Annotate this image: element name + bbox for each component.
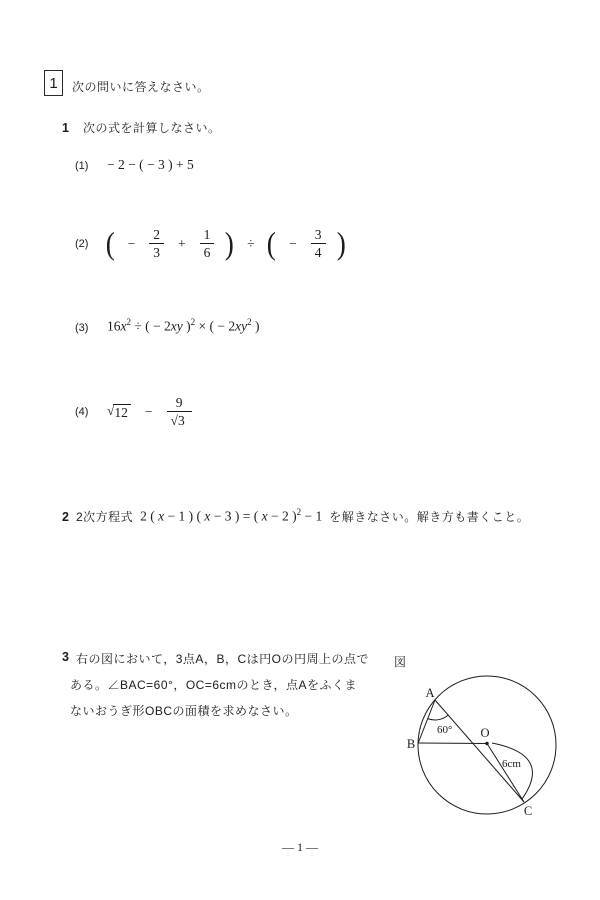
part-1-label: (1) bbox=[75, 160, 89, 172]
divide-sign: ÷ bbox=[134, 318, 142, 334]
minus-sign: − bbox=[144, 404, 153, 419]
point-label-b: B bbox=[406, 737, 416, 751]
open-paren: ( bbox=[105, 225, 115, 262]
fraction-nine-over-sqrt3 bbox=[167, 395, 192, 429]
open-group: ( − 2 bbox=[145, 318, 171, 334]
close-paren: ) bbox=[336, 225, 346, 262]
question-3-line2: ある。∠BAC=60°，OC=6cmのとき，点Aをふくま bbox=[70, 678, 358, 692]
divide-sign: ÷ bbox=[247, 236, 255, 251]
angle-arc bbox=[428, 715, 448, 720]
radical-sign: √ bbox=[170, 413, 178, 428]
question-1-heading bbox=[62, 119, 220, 136]
close-group: ) bbox=[251, 318, 260, 334]
question-2-tail: を解きなさい。解き方も書くこと。 bbox=[329, 509, 530, 524]
open-paren: ( bbox=[267, 225, 277, 262]
exponent: 2 bbox=[190, 317, 196, 327]
exponent: 2 bbox=[296, 507, 302, 517]
radius-value-label: 6cm bbox=[502, 758, 521, 770]
part-3-expression bbox=[107, 317, 259, 335]
sqrt-12 bbox=[107, 404, 131, 421]
center-label-o: O bbox=[480, 726, 490, 740]
question-2-lead: 2次方程式 bbox=[75, 509, 134, 524]
chord-AC bbox=[435, 700, 524, 802]
part-1-expression: − 2 − ( − 3 ) + 5 bbox=[107, 157, 194, 172]
eq-token: − 2 ) bbox=[270, 508, 297, 524]
section-number: 1 bbox=[49, 74, 58, 92]
question-1-number: 1 bbox=[62, 121, 69, 135]
coefficient: 16 bbox=[107, 318, 121, 334]
fraction-two-thirds bbox=[149, 227, 164, 261]
eq-token: 2 ( bbox=[140, 508, 155, 524]
circle-figure bbox=[405, 663, 585, 845]
variable: x bbox=[120, 318, 127, 334]
question-2-number: 2 bbox=[62, 509, 69, 524]
part-4-label: (4) bbox=[75, 406, 89, 418]
plus-sign: + bbox=[178, 236, 186, 251]
denominator: 4 bbox=[311, 243, 326, 261]
minus-sign: − bbox=[127, 236, 136, 251]
close-group: ) bbox=[182, 318, 191, 334]
open-group: ( − 2 bbox=[209, 318, 236, 334]
close-paren: ) bbox=[225, 225, 235, 262]
numerator: 9 bbox=[175, 394, 183, 410]
question-3-number: 3 bbox=[62, 650, 69, 664]
radicand: 12 bbox=[113, 404, 131, 421]
part-2-label: (2) bbox=[75, 238, 89, 250]
radicand: 3 bbox=[177, 411, 188, 428]
variable: xy bbox=[235, 318, 248, 334]
denominator: 6 bbox=[200, 243, 215, 261]
radical-sign: √ bbox=[107, 402, 115, 418]
question-2-equation bbox=[140, 507, 322, 525]
question-3-line3: ないおうぎ形OBCの面積を求めなさい。 bbox=[70, 704, 298, 718]
eq-token: − 1 bbox=[304, 508, 323, 524]
part-3 bbox=[75, 317, 259, 335]
page-number: — 1 — bbox=[282, 840, 318, 854]
point-label-c: C bbox=[523, 804, 533, 818]
question-1-title: 次の式を計算しなさい。 bbox=[82, 121, 221, 135]
variable: x bbox=[158, 508, 165, 524]
variable: x bbox=[204, 508, 211, 524]
denominator: 3 bbox=[149, 243, 164, 261]
figure-label: 図 bbox=[394, 655, 407, 669]
eq-token: − 3 ) = ( bbox=[213, 508, 259, 524]
question-3-line1: 右の図において，3点A，B，Cは円Oの円周上の点で bbox=[76, 652, 369, 666]
point-label-a: A bbox=[425, 686, 435, 700]
minus-sign: − bbox=[289, 236, 297, 251]
section-instruction: 次の問いに答えなさい。 bbox=[72, 80, 210, 94]
angle-value-label: 60° bbox=[437, 724, 453, 736]
numerator: 2 bbox=[153, 226, 161, 242]
exponent: 2 bbox=[126, 317, 131, 327]
part-4 bbox=[75, 392, 192, 432]
radius-BO bbox=[418, 743, 487, 744]
part-3-label: (3) bbox=[75, 321, 89, 334]
fraction-three-fourths bbox=[311, 227, 326, 261]
times-sign: × bbox=[198, 318, 207, 334]
radius-leader-curve bbox=[492, 743, 532, 799]
eq-token: − 1 ) ( bbox=[167, 508, 201, 524]
variable: xy bbox=[170, 318, 183, 334]
numerator: 1 bbox=[203, 226, 211, 242]
denominator bbox=[167, 411, 192, 429]
section-number-box bbox=[44, 70, 63, 96]
numerator: 3 bbox=[314, 226, 322, 242]
fraction-one-sixth bbox=[200, 227, 215, 261]
chord-AB bbox=[418, 700, 435, 743]
variable: x bbox=[261, 508, 268, 524]
question-2 bbox=[62, 507, 529, 525]
part-1 bbox=[75, 157, 194, 173]
exponent: 2 bbox=[247, 317, 252, 327]
part-2 bbox=[75, 219, 344, 269]
center-dot bbox=[485, 742, 488, 745]
